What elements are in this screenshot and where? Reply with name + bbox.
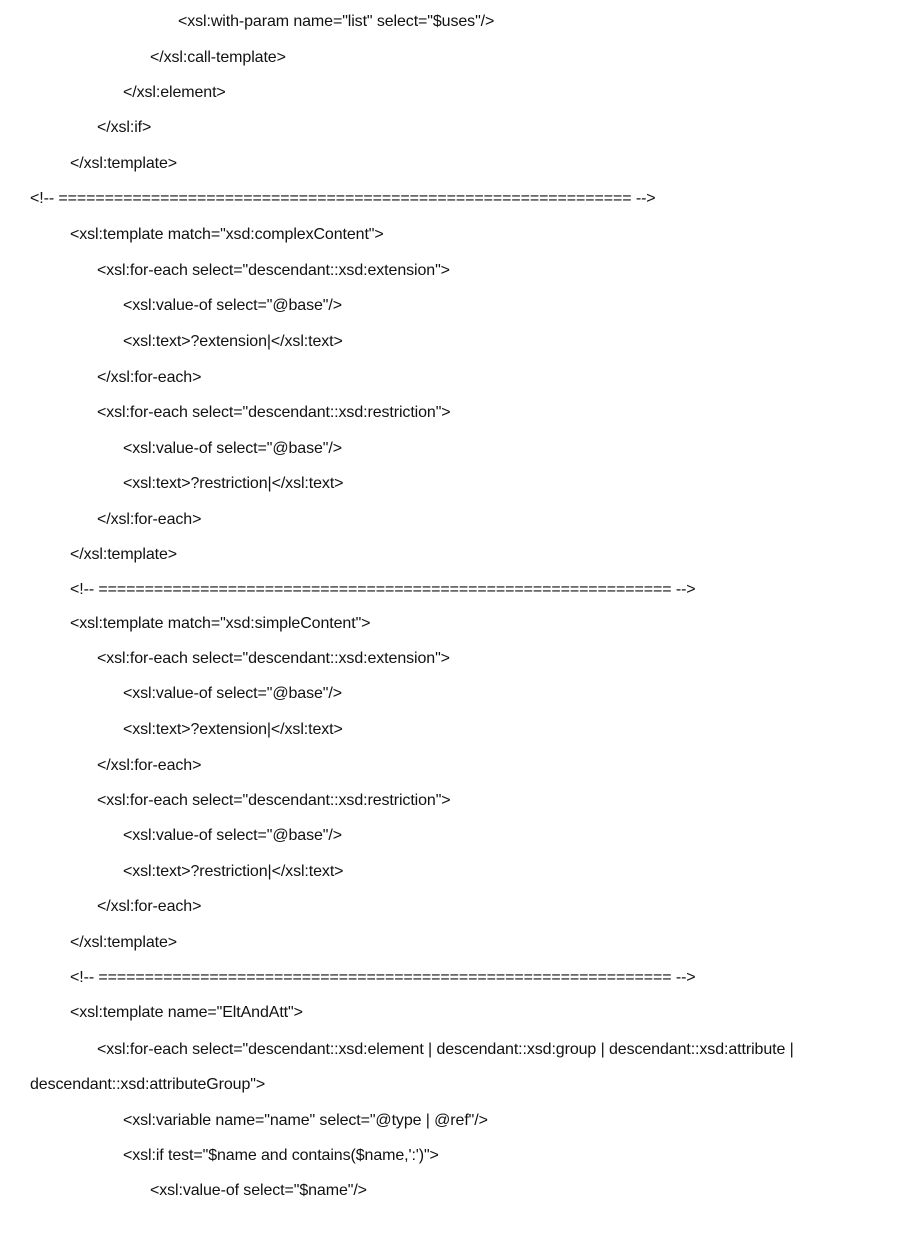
code-line: <xsl:template name="EltAndAtt"> <box>70 1004 303 1021</box>
code-line: <xsl:value-of select="$name"/> <box>150 1182 367 1199</box>
code-line: <xsl:template match="xsd:simpleContent"> <box>70 615 371 632</box>
separator-comment: <!-- ============================================================== --> <box>70 969 696 986</box>
code-line: <xsl:text>?extension|</xsl:text> <box>123 333 343 350</box>
code-line: </xsl:call-template> <box>150 49 286 66</box>
code-line: </xsl:if> <box>97 119 152 136</box>
code-line: <xsl:for-each select="descendant::xsd:extension"> <box>97 262 450 279</box>
separator-comment: <!-- ============================================================== --> <box>30 190 656 207</box>
code-line: </xsl:for-each> <box>97 898 202 915</box>
code-line: <xsl:text>?restriction|</xsl:text> <box>123 863 344 880</box>
code-line: <xsl:text>?restriction|</xsl:text> <box>123 475 344 492</box>
code-line: </xsl:for-each> <box>97 511 202 528</box>
code-line: <xsl:text>?extension|</xsl:text> <box>123 721 343 738</box>
code-line: <xsl:value-of select="@base"/> <box>123 440 342 457</box>
code-line: </xsl:for-each> <box>97 757 202 774</box>
code-line: </xsl:template> <box>70 934 178 951</box>
code-line: <xsl:for-each select="descendant::xsd:element | descendant::xsd:group | descendant::xsd:attribute | <box>97 1041 794 1058</box>
code-line: <xsl:value-of select="@base"/> <box>123 297 342 314</box>
code-line: <xsl:for-each select="descendant::xsd:restriction"> <box>97 404 451 421</box>
code-line: <xsl:for-each select="descendant::xsd:restriction"> <box>97 792 451 809</box>
code-line: <xsl:value-of select="@base"/> <box>123 827 342 844</box>
separator-comment: <!-- ============================================================== --> <box>70 581 696 598</box>
code-line: </xsl:for-each> <box>97 369 202 386</box>
code-line: </xsl:template> <box>70 155 178 172</box>
code-line: <xsl:template match="xsd:complexContent"> <box>70 226 384 243</box>
code-line: <xsl:for-each select="descendant::xsd:extension"> <box>97 650 450 667</box>
code-line: </xsl:element> <box>123 84 226 101</box>
code-line: <xsl:with-param name="list" select="$uses"/> <box>178 13 495 30</box>
code-line: <xsl:variable name="name" select="@type | @ref"/> <box>123 1112 488 1129</box>
code-line: </xsl:template> <box>70 546 178 563</box>
code-line-continuation: descendant::xsd:attributeGroup"> <box>30 1076 266 1093</box>
code-line: <xsl:value-of select="@base"/> <box>123 685 342 702</box>
code-line: <xsl:if test="$name and contains($name,':')"> <box>123 1147 439 1164</box>
